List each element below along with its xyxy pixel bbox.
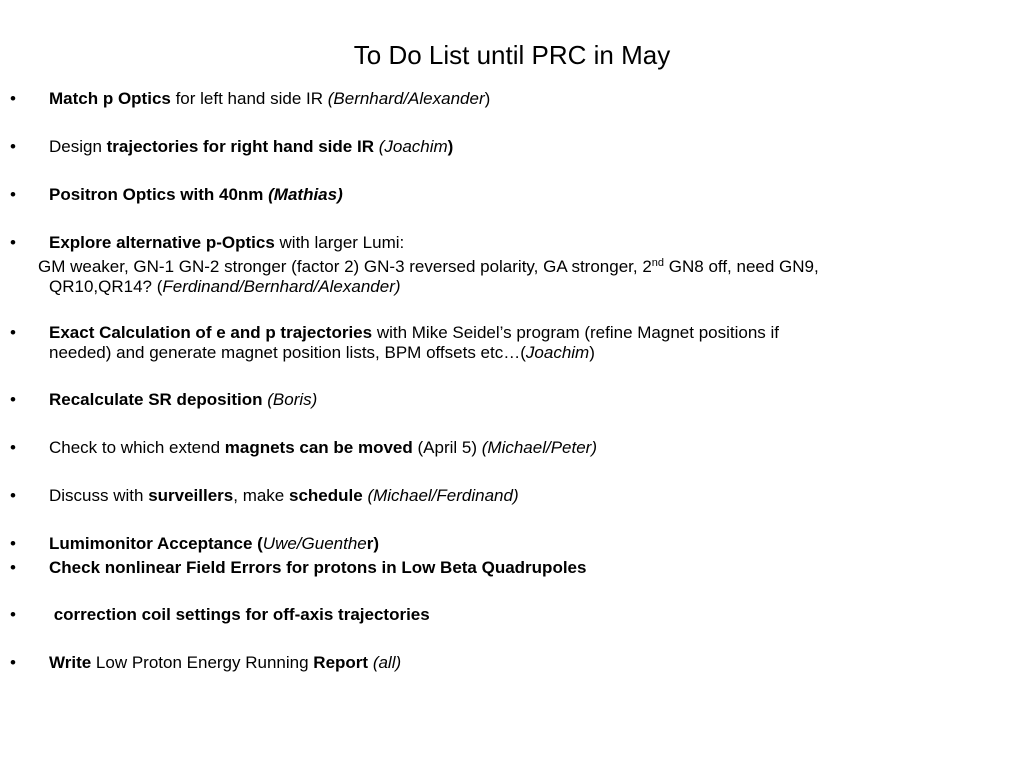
list-item-text: Check to which extend magnets can be moved (April 5) (Michael/Peter)	[49, 438, 598, 457]
list-item-text: Explore alternative p-Optics with larger Lumi:	[49, 233, 405, 252]
bullet: •	[10, 438, 16, 457]
bullet: •	[10, 390, 16, 409]
bullet: •	[10, 323, 16, 342]
bullet: •	[10, 185, 16, 204]
list-item-text: Match p Optics for left hand side IR (Bernhard/Alexander)	[49, 89, 491, 108]
bullet: •	[10, 137, 16, 156]
bullet: •	[10, 89, 16, 108]
bullet: •	[10, 558, 16, 577]
list-item-text: Exact Calculation of e and p trajectories with Mike Seidel’s program (refine Magnet positions if needed) and generate magnet position lists, BPM offsets etc…(Joachim)	[49, 323, 780, 362]
list-item-text: correction coil settings for off-axis trajectories	[49, 605, 430, 624]
list-item-text: Recalculate SR deposition (Boris)	[49, 390, 318, 409]
list-item-text: Discuss with surveillers, make schedule (Michael/Ferdinand)	[49, 486, 519, 505]
list-item-text: Lumimonitor Acceptance (Uwe/Guenther)	[49, 534, 380, 553]
list-item-text: Design trajectories for right hand side IR (Joachim)	[49, 137, 454, 156]
list-item-text: Positron Optics with 40nm (Mathias)	[49, 185, 343, 204]
bullet: •	[10, 653, 16, 672]
bullet: •	[10, 605, 16, 624]
slide-title: To Do List until PRC in May	[353, 40, 671, 70]
bullet: •	[10, 534, 16, 553]
bullet: •	[10, 486, 16, 505]
list-item-text: Write Low Proton Energy Running Report (all)	[49, 653, 402, 672]
list-item-text: Check nonlinear Field Errors for protons in Low Beta Quadrupoles	[49, 558, 587, 577]
list-item-continuation: GM weaker, GN-1 GN-2 stronger (factor 2) GN-3 reversed polarity, GA stronger, 2nd GN8 off, need GN9, QR10,QR14? (Ferdinand/Bernhard/Alexander)	[38, 257, 819, 296]
bullet: •	[10, 233, 16, 252]
